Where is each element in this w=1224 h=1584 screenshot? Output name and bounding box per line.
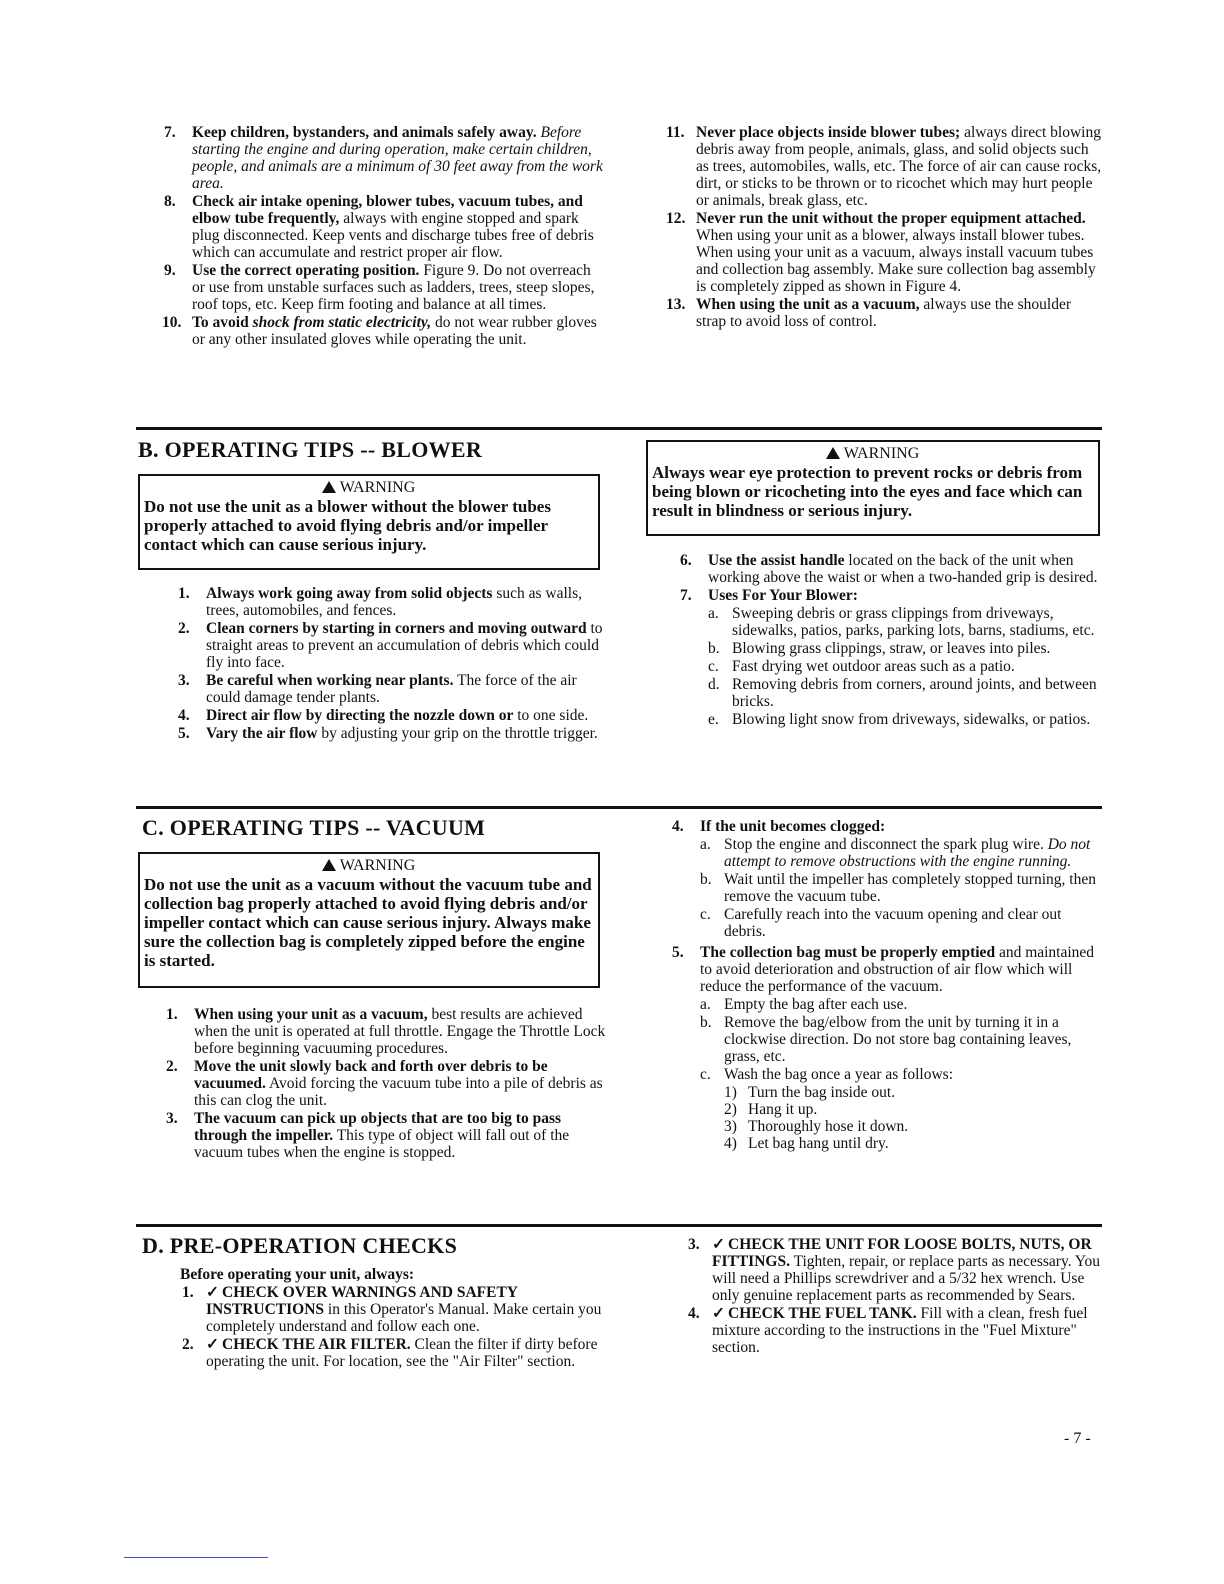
sub-item: b. Wait until the impeller has completely stopped turning, then remove the vacuum tube.: [700, 871, 1096, 905]
list-item: 4. If the unit becomes clogged:: [672, 818, 886, 835]
list-item: 6. Use the assist handle located on the back of the unit when working above the waist or when a two-handed grip is desired.: [680, 552, 1098, 586]
list-item: 7. Keep children, bystanders, and animals safely away. Before starting the engine and during operation, make certain children, people, and animals are a minimum of 30 feet away from the work area.: [164, 124, 603, 192]
sub-item: 4) Let bag hang until dry.: [724, 1135, 889, 1152]
sub-item: a. Sweeping debris or grass clippings from driveways, sidewalks, patios, parks, parking lots, barns, stadiums, etc.: [708, 605, 1095, 639]
sub-item: b. Remove the bag/elbow from the unit by turning it in a clockwise direction. Do not store bag containing leaves, grass, etc.: [700, 1014, 1072, 1065]
sub-item: 2) Hang it up.: [724, 1101, 818, 1118]
sub-item: 3) Thoroughly hose it down.: [724, 1118, 909, 1135]
pre-operation-intro: Before operating your unit, always:: [180, 1266, 415, 1283]
pre-operation-list: [182, 1284, 610, 1371]
wash-steps: [700, 1084, 1104, 1152]
sub-item: c. Fast drying wet outdoor areas such as a patio.: [708, 658, 1015, 675]
section-divider: [136, 427, 1102, 430]
checkmark-icon: ✓: [206, 1336, 219, 1353]
list-item: 1. ✓ CHECK OVER WARNINGS AND SAFETY INSTRUCTIONS in this Operator's Manual. Make certain you completely understand and follow each one.: [182, 1284, 602, 1335]
right-safety-list: [666, 124, 1104, 331]
left-safety-list: [162, 124, 604, 349]
list-item: 2. Move the unit slowly back and forth over debris to be vacuumed. Avoid forcing the vacuum tube into a pile of debris as this can clog the unit.: [166, 1058, 603, 1109]
list-item: 4. Direct air flow by directing the nozzle down or to one side.: [178, 707, 589, 724]
list-item: 7. Uses For Your Blower:: [680, 587, 858, 604]
vacuum-tips-list: [166, 1006, 608, 1162]
list-item: 2. ✓ CHECK THE AIR FILTER. Clean the filter if dirty before operating the unit. For location, see the "Air Filter" section.: [182, 1336, 598, 1370]
list-item: 9. Use the correct operating position. Figure 9. Do not overreach or use from unstable surfaces such as ladders, trees, steep slopes, roof tops, etc. Keep firm footing and balance at all times.: [164, 262, 595, 313]
list-item: 5. The collection bag must be properly emptied and maintained to avoid deterioration and obstruction of air flow which will reduce the performance of the vacuum.: [672, 944, 1095, 995]
sub-item: 1) Turn the bag inside out.: [724, 1084, 896, 1101]
warning-box-blower: WARNING Do not use the unit as a blower without the blower tubes properly attached to avoid flying debris and/or impeller contact which can cause serious injury.: [138, 474, 600, 570]
list-item: 4. ✓ CHECK THE FUEL TANK. Fill with a clean, fresh fuel mixture according to the instructions in the "Fuel Mixture" section.: [688, 1305, 1088, 1356]
section-divider: [136, 1224, 1102, 1227]
blower-uses-list: [680, 552, 1104, 729]
list-item: 13. When using the unit as a vacuum, always use the shoulder strap to avoid loss of control.: [666, 296, 1072, 330]
section-b-title: B. OPERATING TIPS -- BLOWER: [138, 437, 483, 462]
vacuum-maintenance-list: [672, 818, 1104, 1152]
checkmark-icon: ✓: [712, 1305, 725, 1322]
sub-item: a. Stop the engine and disconnect the spark plug wire. Do not attempt to remove obstructions with the engine running.: [700, 836, 1091, 870]
checkmark-icon: ✓: [206, 1284, 219, 1301]
list-item: 12. Never run the unit without the proper equipment attached. When using your unit as a blower, always install blower tubes. When using your unit as a vacuum, always install vacuum tubes and collection bag assembly. Make sure collection bag assembly is completely zipped as shown in Figure 4.: [666, 210, 1096, 295]
list-item: 3. Be careful when working near plants. The force of the air could damage tender plants.: [178, 672, 577, 706]
list-item: 1. When using your unit as a vacuum, best results are achieved when the unit is operated at full throttle. Engage the Throttle Lock before beginning vacuuming procedures.: [166, 1006, 606, 1057]
sub-item: d. Removing debris from corners, around joints, and between bricks.: [708, 676, 1097, 710]
sub-item: c. Carefully reach into the vacuum opening and clear out debris.: [700, 906, 1062, 940]
section-d-title: D. PRE-OPERATION CHECKS: [142, 1233, 458, 1258]
warning-triangle-icon: [322, 859, 336, 871]
sub-item: b. Blowing grass clippings, straw, or leaves into piles.: [708, 640, 1051, 657]
section-divider: [136, 806, 1102, 809]
blower-tips-list: [178, 585, 606, 743]
page-number: - 7 -: [1064, 1430, 1091, 1447]
list-item: 3. The vacuum can pick up objects that are too big to pass through the impeller. This type of object will fall out of the vacuum tubes when the engine is stopped.: [166, 1110, 570, 1161]
warning-triangle-icon: [322, 481, 336, 493]
underline-link-mark: [124, 1557, 268, 1558]
list-item: 2. Clean corners by starting in corners and moving outward to straight areas to prevent an accumulation of debris which could fly into face.: [178, 620, 603, 671]
section-c-title: C. OPERATING TIPS -- VACUUM: [142, 815, 486, 840]
sub-item: e. Blowing light snow from driveways, sidewalks, or patios.: [708, 711, 1091, 728]
warning-box-vacuum: WARNING Do not use the unit as a vacuum without the vacuum tube and collection bag properly attached to avoid flying debris and/or impeller contact which can cause serious injury. Always make sure the collection bag is completely zipped before the engine is started.: [138, 852, 600, 988]
warning-box-eye-protection: WARNING Always wear eye protection to prevent rocks or debris from being blown or ricocheting into the eyes and face which can result in blindness or serious injury.: [646, 440, 1100, 536]
checkmark-icon: ✓: [712, 1236, 725, 1253]
pre-operation-list-continued: [688, 1236, 1104, 1357]
sub-item: a. Empty the bag after each use.: [700, 996, 908, 1013]
list-item: 10. To avoid shock from static electricity, do not wear rubber gloves or any other insulated gloves while operating the unit.: [162, 314, 597, 348]
warning-triangle-icon: [826, 447, 840, 459]
list-item: 8. Check air intake opening, blower tubes, vacuum tubes, and elbow tube frequently, always with engine stopped and spark plug disconnected. Keep vents and discharge tubes free of debris which can accumulate and restrict proper air flow.: [164, 193, 594, 261]
list-item: 1. Always work going away from solid objects such as walls, trees, automobiles, and fences.: [178, 585, 583, 619]
list-item: 11. Never place objects inside blower tubes; always direct blowing debris away from people, animals, glass, and solid objects such as trees, automobiles, walls, etc. The force of air can cause rocks, dirt, or sticks to be thrown or to ricochet which may hurt people or animals, break glass, etc.: [666, 124, 1102, 209]
sub-item: c. Wash the bag once a year as follows:: [700, 1066, 954, 1083]
list-item: 5. Vary the air flow by adjusting your grip on the throttle trigger.: [178, 725, 598, 742]
list-item: 3. ✓ CHECK THE UNIT FOR LOOSE BOLTS, NUTS, OR FITTINGS. Tighten, repair, or replace parts as necessary. You will need a Phillips screwdriver and a 5/32 hex wrench. Use only genuine replacement parts as recommended by Sears.: [688, 1236, 1101, 1304]
